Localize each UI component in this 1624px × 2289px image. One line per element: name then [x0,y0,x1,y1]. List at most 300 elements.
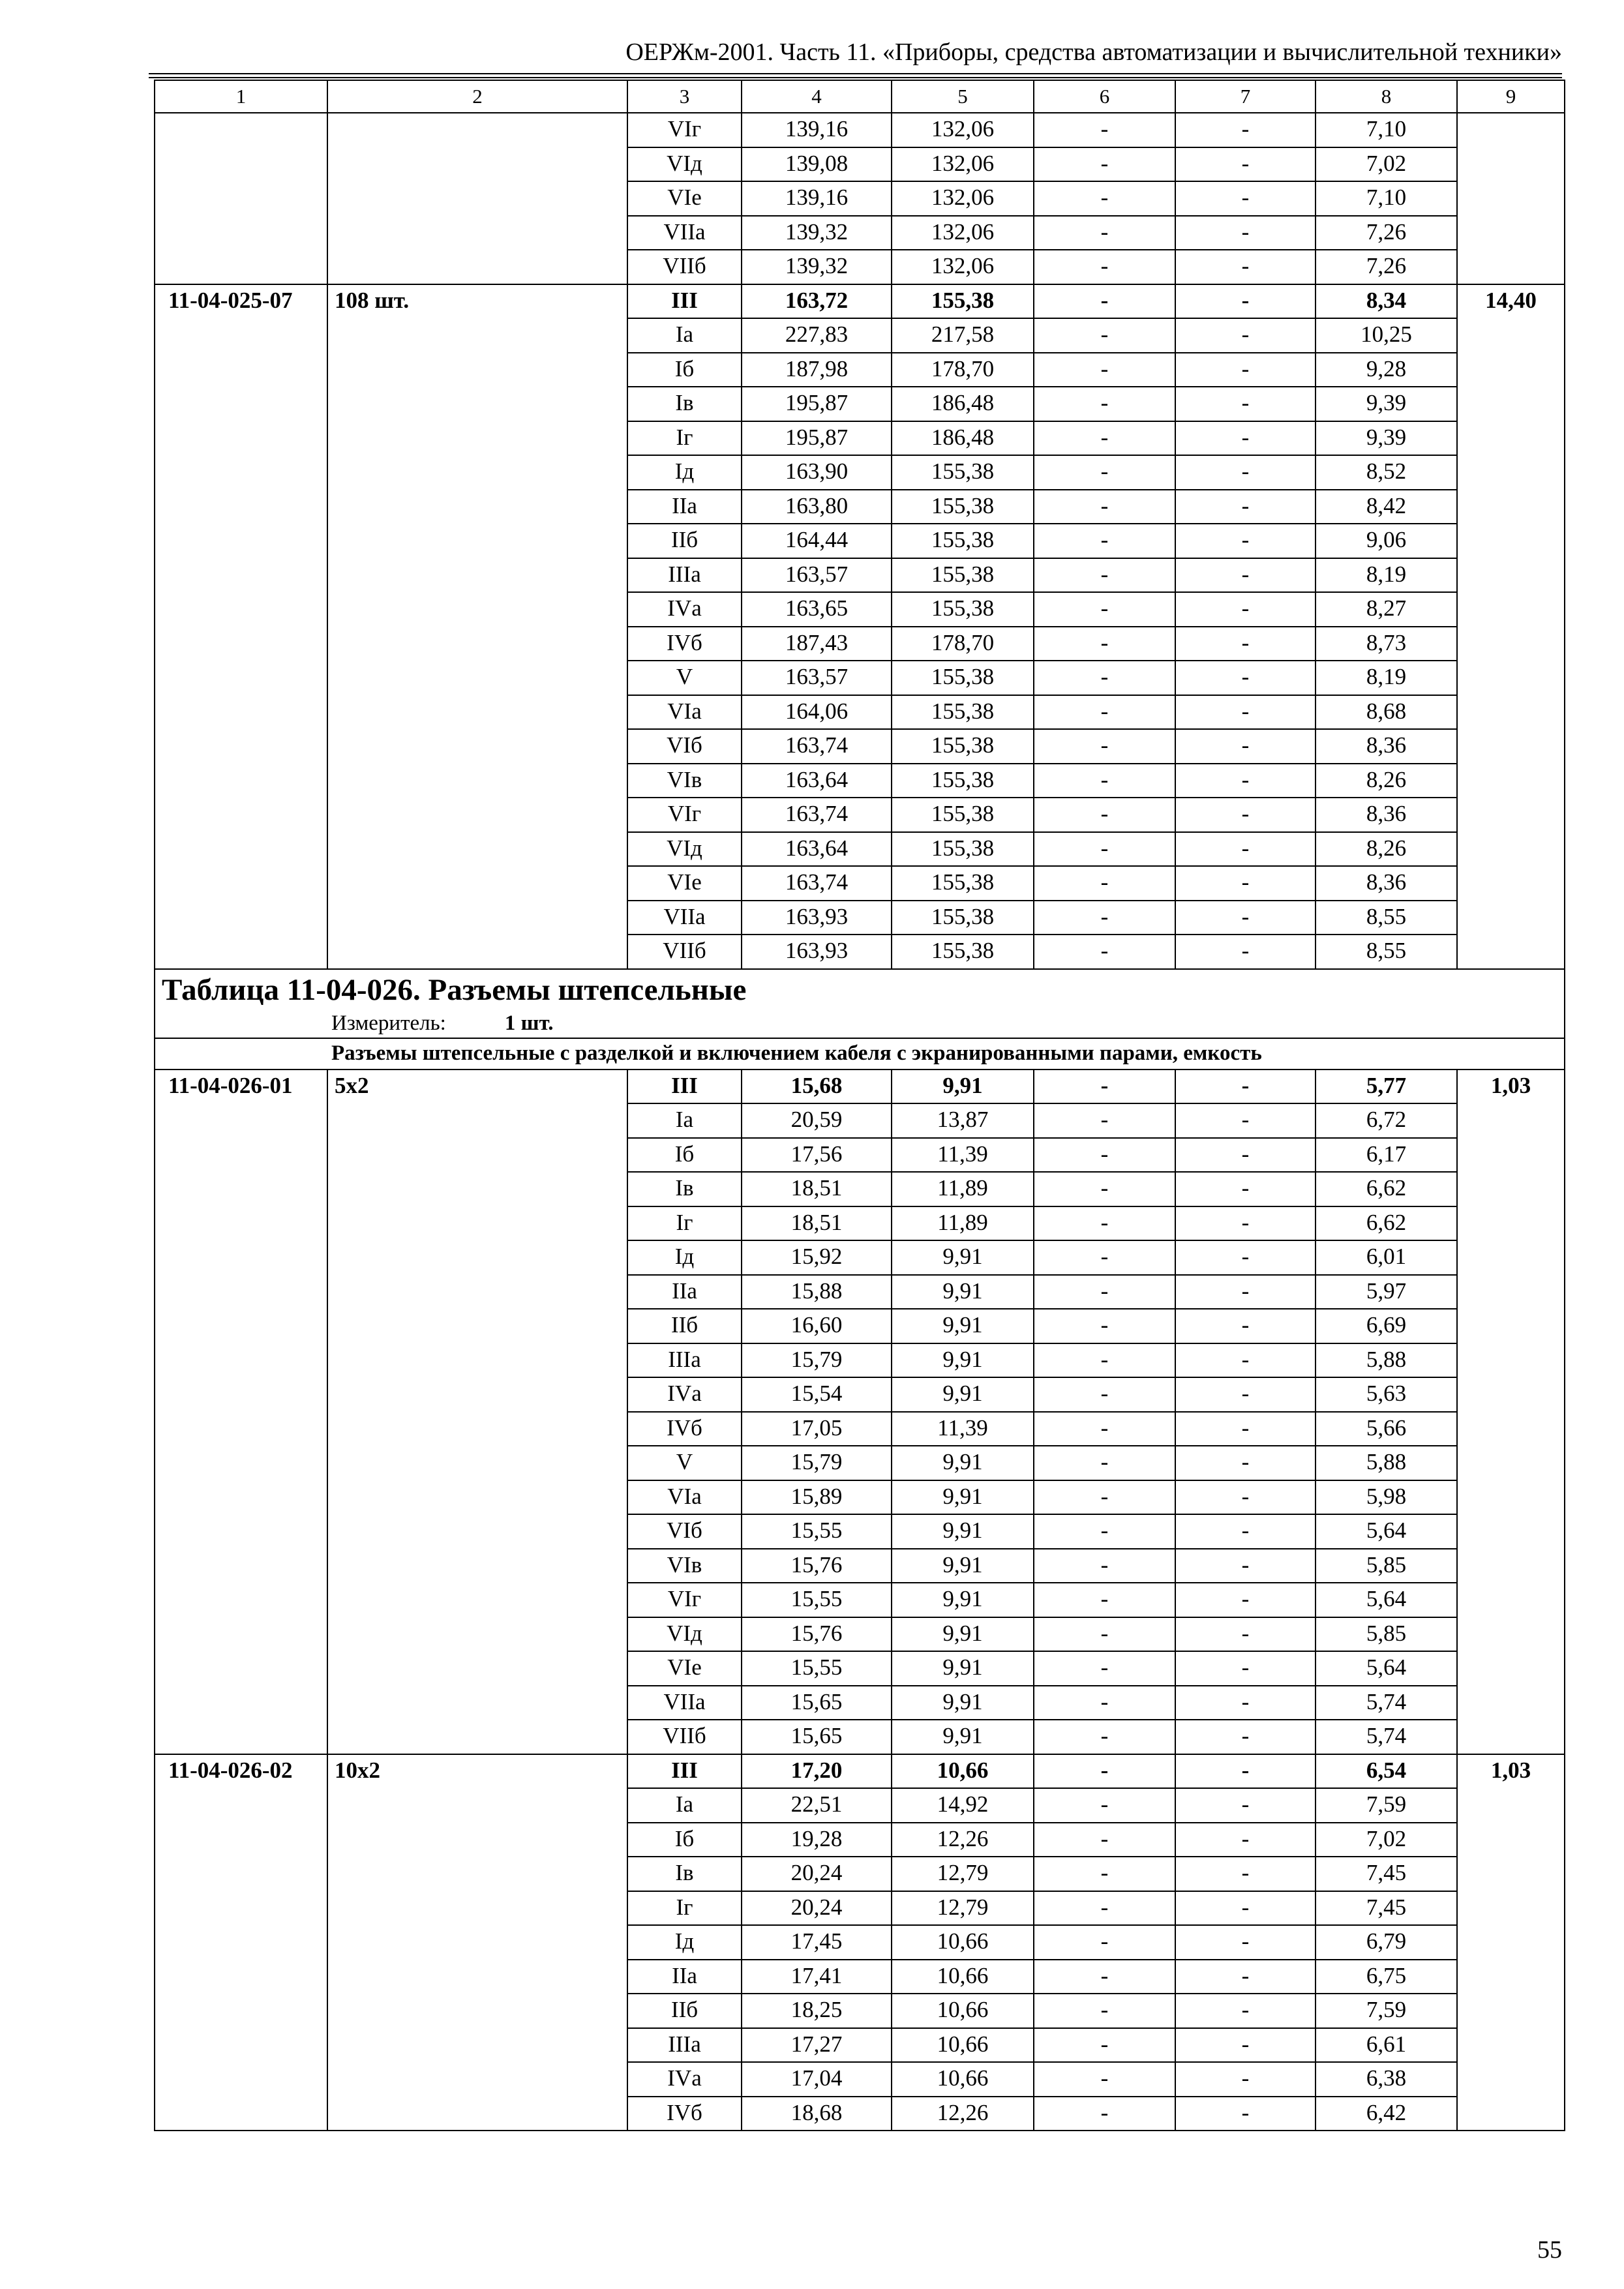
name-cell [327,455,627,490]
zone-cell: VIIб [627,935,742,969]
value-cell: 17,20 [742,1754,892,1789]
value-cell: 5,88 [1316,1446,1457,1480]
value-cell: 15,54 [742,1377,892,1412]
value-cell: - [1034,1377,1175,1412]
name-cell [327,764,627,798]
value-cell: - [1175,592,1316,627]
zone-cell: V [627,1446,742,1480]
value-cell: 6,75 [1316,1960,1457,1994]
code-cell [155,661,327,695]
value-cell: - [1034,421,1175,456]
value-cell: 163,65 [742,592,892,627]
column-number-row [155,80,1565,113]
value-cell: 7,59 [1316,1994,1457,2028]
value-cell: 155,38 [892,935,1034,969]
table-row [155,2028,1565,2063]
value-cell: - [1034,250,1175,284]
col9-cell [1457,1549,1565,1583]
value-cell: - [1175,2028,1316,2063]
value-cell: - [1034,1275,1175,1309]
name-cell [327,695,627,730]
name-cell [327,901,627,935]
value-cell: 5,88 [1316,1343,1457,1378]
subtitle-row [155,1038,1565,1070]
value-cell: 227,83 [742,318,892,353]
column-header: 7 [1175,80,1316,113]
value-cell: 132,06 [892,181,1034,216]
value-cell: - [1034,1412,1175,1446]
col9-cell [1457,2097,1565,2131]
table-row [155,1240,1565,1275]
code-cell [155,1994,327,2028]
name-cell [327,2062,627,2097]
value-cell: - [1175,1720,1316,1754]
col9-cell: 1,03 [1457,1070,1565,1104]
value-cell: 163,64 [742,832,892,867]
value-cell: 155,38 [892,901,1034,935]
name-cell [327,2097,627,2131]
value-cell: - [1034,524,1175,558]
col9-cell [1457,1275,1565,1309]
name-cell [327,1275,627,1309]
value-cell: - [1175,866,1316,901]
value-cell: 7,45 [1316,1891,1457,1926]
table-row [155,490,1565,524]
value-cell: 6,01 [1316,1240,1457,1275]
zone-cell: IIIа [627,558,742,593]
table-row [155,421,1565,456]
value-cell: - [1175,524,1316,558]
value-cell: 10,66 [892,1925,1034,1960]
value-cell: 14,92 [892,1788,1034,1823]
table-row [155,181,1565,216]
col9-cell [1457,592,1565,627]
value-cell: 17,05 [742,1412,892,1446]
code-cell [155,764,327,798]
zone-cell: VIе [627,1651,742,1686]
col9-cell [1457,901,1565,935]
zone-cell: VIв [627,764,742,798]
zone-cell: VIв [627,1549,742,1583]
value-cell: 5,74 [1316,1720,1457,1754]
zone-cell: IIб [627,524,742,558]
col9-cell [1457,1686,1565,1720]
value-cell: - [1175,1960,1316,1994]
value-cell: 163,90 [742,455,892,490]
value-cell: 5,98 [1316,1480,1457,1515]
value-cell: 9,91 [892,1686,1034,1720]
name-cell [327,832,627,867]
code-cell [155,901,327,935]
value-cell: 11,39 [892,1412,1034,1446]
value-cell: - [1175,1343,1316,1378]
table-row [155,284,1565,319]
value-cell: - [1175,1172,1316,1206]
value-cell: - [1034,1925,1175,1960]
col9-cell [1457,1925,1565,1960]
name-cell [327,592,627,627]
value-cell: - [1175,661,1316,695]
value-cell: 15,79 [742,1446,892,1480]
table-row [155,1172,1565,1206]
value-cell: 7,10 [1316,181,1457,216]
name-cell [327,490,627,524]
zone-cell: III [627,284,742,319]
value-cell: 20,59 [742,1103,892,1138]
zone-cell: VIб [627,1514,742,1549]
zone-cell: III [627,1754,742,1789]
col9-cell [1457,455,1565,490]
table-row [155,1720,1565,1754]
value-cell: - [1034,935,1175,969]
code-cell [155,1138,327,1173]
value-cell: 155,38 [892,592,1034,627]
code-cell [155,1617,327,1652]
name-cell [327,181,627,216]
col9-cell [1457,1446,1565,1480]
table-row [155,866,1565,901]
value-cell: 7,26 [1316,216,1457,250]
value-cell: - [1034,1206,1175,1241]
name-cell [327,729,627,764]
zone-cell: IIIа [627,1343,742,1378]
name-cell [327,1617,627,1652]
value-cell: 9,39 [1316,421,1457,456]
value-cell: 139,08 [742,147,892,182]
value-cell: 155,38 [892,729,1034,764]
code-cell [155,1651,327,1686]
value-cell: - [1175,1377,1316,1412]
table-row [155,764,1565,798]
value-cell: 163,57 [742,558,892,593]
col9-cell [1457,1823,1565,1857]
value-cell: 9,91 [892,1275,1034,1309]
value-cell: - [1034,147,1175,182]
value-cell: 163,72 [742,284,892,319]
value-cell: 9,91 [892,1240,1034,1275]
value-cell: 132,06 [892,250,1034,284]
value-cell: 6,17 [1316,1138,1457,1173]
code-cell [155,1857,327,1891]
value-cell: 139,16 [742,181,892,216]
value-cell: - [1175,558,1316,593]
zone-cell: VIIа [627,901,742,935]
table-row [155,1617,1565,1652]
value-cell: 11,89 [892,1206,1034,1241]
value-cell: 11,39 [892,1138,1034,1173]
zone-cell: Iг [627,1206,742,1241]
table-row [155,1788,1565,1823]
name-cell [327,1103,627,1138]
code-cell [155,558,327,593]
value-cell: 217,58 [892,318,1034,353]
name-cell [327,524,627,558]
value-cell: 19,28 [742,1823,892,1857]
value-cell: 15,55 [742,1651,892,1686]
zone-cell: Iа [627,1788,742,1823]
value-cell: 6,62 [1316,1172,1457,1206]
code-cell [155,2028,327,2063]
value-cell: - [1175,421,1316,456]
value-cell: 9,91 [892,1480,1034,1515]
code-cell [155,1206,327,1241]
value-cell: - [1034,318,1175,353]
value-cell: - [1175,387,1316,421]
code-cell: 11-04-026-01 [155,1070,327,1104]
value-cell: 6,54 [1316,1754,1457,1789]
value-cell: - [1175,901,1316,935]
zone-cell: VIIа [627,216,742,250]
zone-cell: IIа [627,490,742,524]
value-cell: 8,36 [1316,866,1457,901]
value-cell: 155,38 [892,661,1034,695]
table-row [155,1823,1565,1857]
col9-cell [1457,1960,1565,1994]
table-row [155,1549,1565,1583]
name-cell [327,1309,627,1343]
value-cell: - [1034,1651,1175,1686]
col9-cell [1457,558,1565,593]
value-cell: 9,91 [892,1343,1034,1378]
value-cell: - [1034,558,1175,593]
value-cell: - [1175,1617,1316,1652]
zone-cell: Iг [627,1891,742,1926]
table-row [155,2062,1565,2097]
value-cell: 7,02 [1316,147,1457,182]
value-cell: - [1175,2097,1316,2131]
value-cell: - [1034,866,1175,901]
column-header: 2 [327,80,627,113]
zone-cell: Iд [627,1925,742,1960]
value-cell: 8,34 [1316,284,1457,319]
value-cell: 9,91 [892,1651,1034,1686]
col9-cell [1457,1240,1565,1275]
value-cell: 17,27 [742,2028,892,2063]
value-cell: 10,66 [892,1960,1034,1994]
table-row [155,1206,1565,1241]
code-cell [155,1275,327,1309]
value-cell: 12,26 [892,2097,1034,2131]
code-cell [155,1446,327,1480]
zone-cell: VIе [627,181,742,216]
value-cell: - [1034,1686,1175,1720]
value-cell: 155,38 [892,695,1034,730]
col9-cell [1457,250,1565,284]
col9-cell [1457,216,1565,250]
table-row [155,1309,1565,1343]
value-cell: 15,55 [742,1514,892,1549]
code-cell [155,627,327,661]
value-cell: 163,74 [742,798,892,832]
table-row [155,935,1565,969]
code-cell [155,1412,327,1446]
value-cell: - [1034,1857,1175,1891]
value-cell: 5,66 [1316,1412,1457,1446]
value-cell: - [1034,1103,1175,1138]
value-cell: - [1175,1480,1316,1515]
name-cell [327,1583,627,1617]
value-cell: - [1034,387,1175,421]
header-rule-double [149,77,1562,78]
name-cell [327,1857,627,1891]
col9-cell [1457,421,1565,456]
value-cell: 8,73 [1316,627,1457,661]
value-cell: 186,48 [892,421,1034,456]
value-cell: - [1034,1720,1175,1754]
value-cell: - [1175,1686,1316,1720]
page-header: ОЕРЖм-2001. Часть 11. «Приборы, средства автоматизации и вычислительной техники» [625,38,1562,66]
value-cell: 155,38 [892,558,1034,593]
value-cell: - [1175,1206,1316,1241]
code-cell [155,1960,327,1994]
table-row [155,1925,1565,1960]
value-cell: 12,79 [892,1891,1034,1926]
table-row [155,1138,1565,1173]
table-row [155,1651,1565,1686]
table-row [155,592,1565,627]
name-cell [327,935,627,969]
code-cell [155,1925,327,1960]
zone-cell: Iд [627,1240,742,1275]
zone-cell: VIд [627,832,742,867]
name-cell [327,1377,627,1412]
value-cell: 187,43 [742,627,892,661]
value-cell: 13,87 [892,1103,1034,1138]
table-row [155,147,1565,182]
value-cell: 9,91 [892,1070,1034,1104]
value-cell: 8,19 [1316,558,1457,593]
name-cell [327,1549,627,1583]
value-cell: - [1034,901,1175,935]
table-row [155,1994,1565,2028]
value-cell: 155,38 [892,284,1034,319]
code-cell [155,2097,327,2131]
value-cell: - [1034,2028,1175,2063]
table-row [155,695,1565,730]
value-cell: 6,72 [1316,1103,1457,1138]
code-cell [155,147,327,182]
value-cell: - [1175,935,1316,969]
value-cell: 5,64 [1316,1514,1457,1549]
value-cell: 8,68 [1316,695,1457,730]
value-cell: 18,51 [742,1172,892,1206]
col9-cell [1457,866,1565,901]
table-title-row [155,969,1565,1010]
zone-cell: VIIб [627,1720,742,1754]
value-cell: - [1175,1994,1316,2028]
value-cell: - [1175,1857,1316,1891]
code-cell [155,1172,327,1206]
unit-cell [155,1010,1565,1038]
table-row [155,1686,1565,1720]
code-cell [155,832,327,867]
value-cell: 12,79 [892,1857,1034,1891]
value-cell: 5,63 [1316,1377,1457,1412]
col9-cell [1457,490,1565,524]
table-row [155,1446,1565,1480]
column-header: 4 [742,80,892,113]
code-cell [155,490,327,524]
col9-cell [1457,113,1565,147]
value-cell: 16,60 [742,1309,892,1343]
value-cell: - [1034,1070,1175,1104]
col9-cell [1457,147,1565,182]
value-cell: 5,64 [1316,1651,1457,1686]
value-cell: - [1175,1275,1316,1309]
name-cell [327,1412,627,1446]
value-cell: 178,70 [892,353,1034,387]
table-title: Таблица 11-04-026. Разъемы штепсельные [162,972,747,1007]
value-cell: 8,52 [1316,455,1457,490]
name-cell [327,1788,627,1823]
value-cell: - [1175,1446,1316,1480]
value-cell: 7,10 [1316,113,1457,147]
value-cell: - [1175,1138,1316,1173]
value-cell: 163,57 [742,661,892,695]
col9-cell: 1,03 [1457,1754,1565,1789]
value-cell: 8,26 [1316,764,1457,798]
value-cell: 132,06 [892,147,1034,182]
value-cell: 163,64 [742,764,892,798]
zone-cell: VIа [627,695,742,730]
value-cell: - [1175,147,1316,182]
value-cell: 8,55 [1316,935,1457,969]
value-cell: 15,65 [742,1686,892,1720]
zone-cell: VIе [627,866,742,901]
table-row [155,1377,1565,1412]
code-cell [155,935,327,969]
code-cell [155,353,327,387]
column-header: 9 [1457,80,1565,113]
code-cell [155,592,327,627]
table-row [155,832,1565,867]
value-cell: 10,66 [892,1754,1034,1789]
value-cell: 8,42 [1316,490,1457,524]
table-row [155,216,1565,250]
value-cell: 164,44 [742,524,892,558]
zone-cell: IVа [627,592,742,627]
value-cell: - [1034,1343,1175,1378]
value-cell: 187,98 [742,353,892,387]
zone-cell: IVб [627,627,742,661]
table-row [155,798,1565,832]
zone-cell: VIIа [627,1686,742,1720]
value-cell: 139,32 [742,250,892,284]
table-row [155,113,1565,147]
value-cell: 5,85 [1316,1549,1457,1583]
value-cell: - [1034,1754,1175,1789]
value-cell: - [1034,490,1175,524]
name-cell [327,387,627,421]
column-header: 5 [892,80,1034,113]
zone-cell: IVа [627,2062,742,2097]
name-cell [327,1891,627,1926]
zone-cell: VIг [627,1583,742,1617]
zone-cell: VIд [627,1617,742,1652]
unit-row [155,1010,1565,1038]
value-cell: - [1034,1480,1175,1515]
code-cell [155,1103,327,1138]
value-cell: 11,89 [892,1172,1034,1206]
col9-cell [1457,1377,1565,1412]
zone-cell: VIб [627,729,742,764]
value-cell: - [1175,1651,1316,1686]
code-cell [155,1309,327,1343]
value-cell: - [1034,353,1175,387]
value-cell: - [1034,1583,1175,1617]
value-cell: - [1034,1172,1175,1206]
value-cell: - [1034,798,1175,832]
